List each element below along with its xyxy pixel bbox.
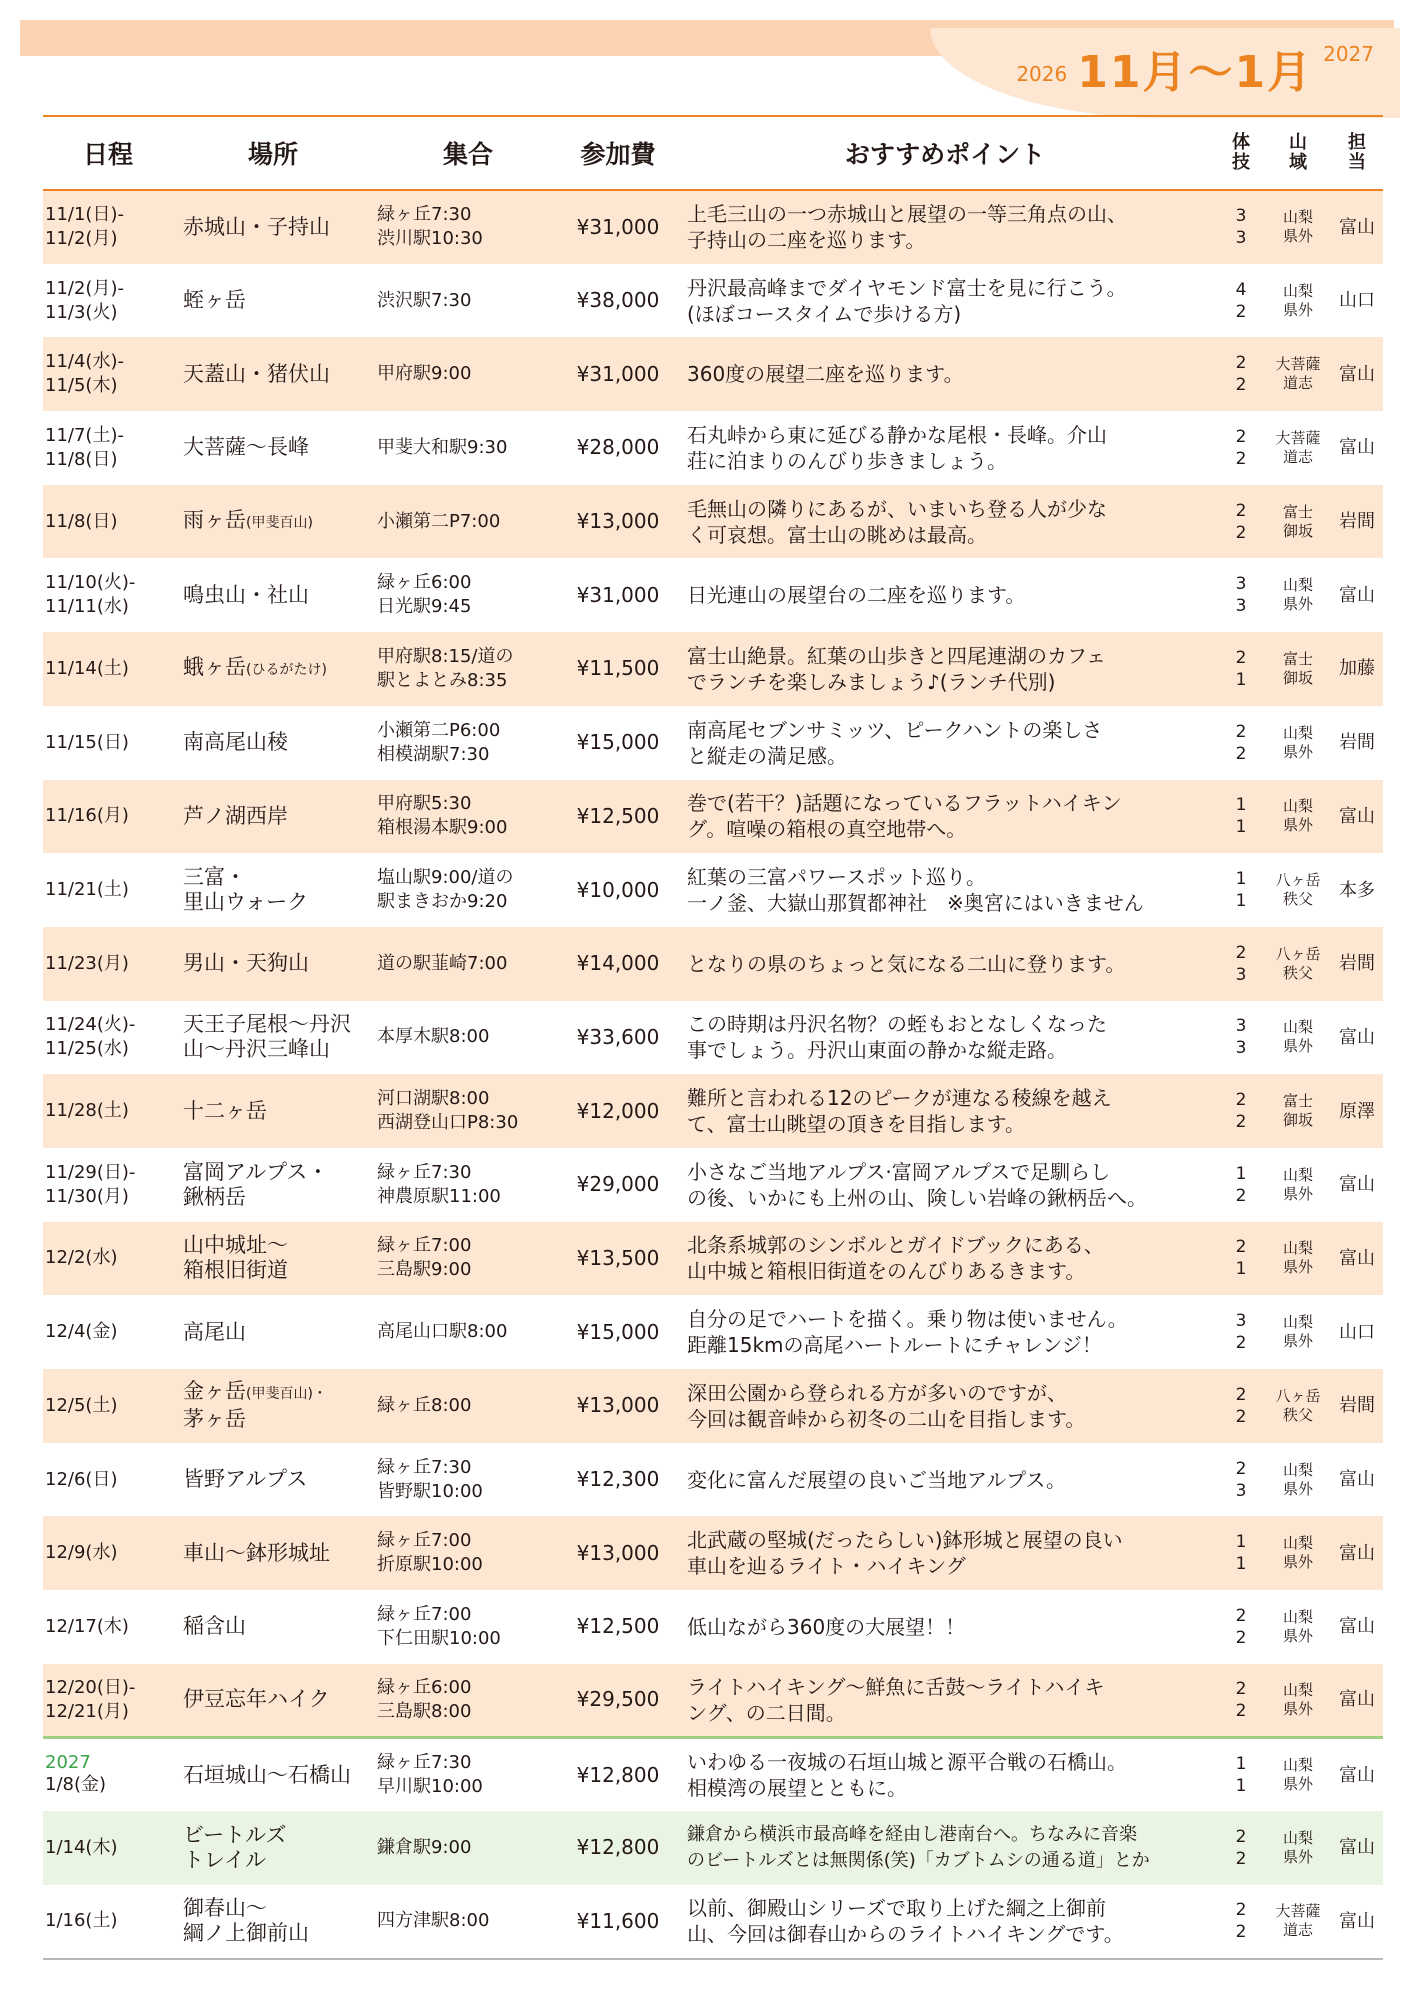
date-text: 1/8(金) (45, 1774, 107, 1796)
cell-fee: ¥11,500 (563, 632, 673, 706)
date-text: 12/9(水) (45, 1542, 118, 1564)
cell-point: となりの県のちょっと気になる二山に登ります。 (673, 927, 1217, 1001)
place-name-2: 茅ヶ岳 (183, 1407, 246, 1432)
cell-place (173, 1001, 373, 1075)
cell-point: 丹沢最高峰までダイヤモンド富士を見に行こう。 (ほぼコースタイムで歩ける方) (687, 275, 1127, 326)
place-name: 御春山～ 綱ノ上御前山 (183, 1896, 309, 1946)
table-row (43, 1074, 1383, 1148)
table-row (43, 780, 1383, 854)
cell-staff: 岩間 (1331, 927, 1383, 1001)
cell-area: 大菩薩 道志 (1275, 428, 1321, 466)
cell-area: 富士 御坂 (1265, 485, 1331, 559)
cell-staff: 原澤 (1331, 1074, 1383, 1148)
cell-fee: ¥31,000 (563, 337, 673, 411)
cell-level: 3 3 (1217, 190, 1265, 264)
place-name: 金ヶ岳 (183, 1379, 246, 1404)
cell-date (43, 1664, 173, 1738)
date-text: 11/1(日)- 11/2(月) (45, 204, 124, 250)
cell-fee: ¥31,000 (563, 190, 673, 264)
cell-meet: 緑ヶ丘7:30 早川駅10:00 (373, 1737, 563, 1811)
cell-point: いわゆる一夜城の石垣山城と源平合戦の石橋山。 相模湾の展望とともに。 (673, 1737, 1217, 1811)
cell-point: 北条系城郭のシンボルとガイドブックにある、 山中城と箱根旧街道をのんびりあるきます。 (673, 1222, 1217, 1296)
cell-point: 自分の足でハートを描く。乗り物は使いません。 距離15kmの高尾ハートルートにチャレンジ！ (687, 1307, 1128, 1358)
cell-meet: 小瀬第二P7:00 (373, 485, 563, 559)
cell-meet: 甲府駅9:00 (373, 337, 563, 411)
cell-point: 難所と言われる12のピークが連なる稜線を越え て、富士山眺望の頂きを目指します。 (673, 1074, 1217, 1148)
cell-area: 八ヶ岳 秩父 (1265, 927, 1331, 1001)
table-row (43, 853, 1383, 927)
cell-fee: ¥10,000 (576, 877, 660, 902)
cell-staff: 富山 (1331, 1516, 1383, 1590)
col-staff (1331, 116, 1383, 190)
col-staff-2: 当 (1348, 152, 1366, 173)
table-row (43, 337, 1383, 411)
cell-level: 2 2 (1217, 1885, 1265, 1959)
cell-area: 山梨 県外 (1265, 1516, 1331, 1590)
cell-level: 2 1 (1217, 1222, 1265, 1296)
col-point: おすすめポイント (673, 116, 1217, 190)
table-row (43, 1443, 1383, 1517)
cell-date (43, 1295, 173, 1369)
table-row (43, 558, 1383, 632)
table-row (43, 927, 1383, 1001)
cell-point: 低山ながら360度の大展望！！ (687, 1614, 966, 1639)
date-text: 11/4(水)- 11/5(木) (45, 351, 124, 397)
date-text: 11/23(月) (45, 952, 129, 974)
cell-level: 2 2 (1217, 485, 1265, 559)
cell-place (173, 1516, 373, 1590)
cell-meet: 緑ヶ丘7:30 渋川駅10:30 (373, 190, 563, 264)
cell-date (43, 1369, 173, 1443)
place-name: 山中城址～ 箱根旧街道 (183, 1233, 288, 1283)
cell-fee: ¥13,500 (563, 1222, 673, 1296)
place-name: 南高尾山稜 (183, 730, 288, 755)
date-text: 1/16(土) (45, 1910, 118, 1932)
cell-point: 富士山絶景。紅葉の山歩きと四尾連湖のカフェ でランチを楽しみましょう♪(ランチ代別) (673, 632, 1217, 706)
cell-level: 1 2 (1235, 1163, 1247, 1206)
cell-area: 富士 御坂 (1265, 632, 1331, 706)
cell-place (173, 1369, 373, 1443)
cell-point: 以前、御殿山シリーズで取り上げた綱之上御前 山、今回は御春山からのライトハイキングです。 (673, 1885, 1217, 1959)
cell-place (173, 1737, 373, 1811)
cell-place (173, 1295, 373, 1369)
table-row (43, 1664, 1383, 1738)
cell-area: 山梨 県外 (1282, 1460, 1313, 1498)
cell-meet: 緑ヶ丘7:00 折原駅10:00 (373, 1516, 563, 1590)
table-row (43, 1222, 1383, 1296)
cell-meet: 緑ヶ丘6:00 三島駅8:00 (373, 1664, 563, 1738)
period-end-year: 2027 (1323, 42, 1374, 66)
table-row (43, 1737, 1383, 1811)
cell-point: 上毛三山の一つ赤城山と展望の一等三角点の山、 子持山の二座を巡ります。 (673, 190, 1217, 264)
date-text: 12/4(金) (45, 1321, 118, 1343)
cell-point: 紅葉の三富パワースポット巡り。 一ノ釜、大嶽山那賀都神社 ※奥宮にはいきません (687, 865, 1144, 916)
place-name: 蛭ヶ岳 (183, 288, 246, 313)
cell-fee: ¥11,600 (563, 1885, 673, 1959)
place-name: 天蓋山・猪伏山 (183, 361, 330, 386)
cell-area: 山梨 県外 (1265, 780, 1331, 854)
cell-fee: ¥14,000 (563, 927, 673, 1001)
col-date: 日程 (43, 116, 173, 190)
date-text: 11/7(土)- 11/8(日) (45, 424, 124, 470)
period-title (1016, 36, 1374, 100)
cell-point: 鎌倉から横浜市最高峰を経由し港南台へ。ちなみに音楽 のビートルズとは無関係(笑)「カブトムシの通る道」とか (673, 1811, 1217, 1885)
date-text: 11/14(土) (45, 657, 129, 679)
place-name: 鳴虫山・社山 (183, 582, 309, 607)
cell-point: ライトハイキング～鮮魚に舌鼓～ライトハイキ ング、の二日間。 (673, 1664, 1217, 1738)
cell-point: 石丸峠から東に延びる静かな尾根・長峰。介山 荘に泊まりのんびり歩きましょう。 (687, 422, 1107, 473)
table-row (43, 190, 1383, 264)
place-name: 石垣城山～石橋山 (183, 1762, 351, 1787)
place-name: 高尾山 (183, 1319, 246, 1344)
cell-fee: ¥29,000 (576, 1172, 660, 1197)
cell-meet: 渋沢駅7:30 (377, 289, 472, 311)
col-fee: 参加費 (563, 116, 673, 190)
cell-level: 3 3 (1235, 574, 1247, 617)
table-header (43, 116, 1383, 190)
cell-level: 3 2 (1235, 1311, 1247, 1354)
cell-place (173, 1885, 373, 1959)
place-name: 伊豆忘年ハイク (183, 1687, 330, 1712)
place-name: 大菩薩～長峰 (183, 435, 309, 460)
cell-date (43, 190, 173, 264)
cell-meet: 緑ヶ丘7:30 神農原駅11:00 (377, 1161, 501, 1207)
cell-level: 4 2 (1235, 279, 1247, 322)
cell-staff: 岩間 (1331, 485, 1383, 559)
place-name: 赤城山・子持山 (183, 214, 330, 239)
cell-staff: 富山 (1339, 437, 1375, 459)
place-name: 雨ヶ岳 (183, 507, 246, 532)
table-row (43, 1001, 1383, 1075)
table-row (43, 1148, 1383, 1222)
place-note: (甲斐百山)・ (246, 1386, 327, 1403)
cell-fee: ¥15,000 (576, 730, 660, 755)
cell-date (43, 927, 173, 1001)
cell-place (173, 337, 373, 411)
cell-level: 2 2 (1235, 1605, 1247, 1648)
date-text: 11/28(土) (45, 1100, 129, 1122)
cell-staff: 富山 (1339, 1616, 1375, 1638)
table-row (43, 1369, 1383, 1443)
date-text: 12/5(土) (45, 1394, 118, 1416)
date-text: 11/16(月) (45, 805, 129, 827)
cell-staff: 加藤 (1331, 632, 1383, 706)
cell-point: 360度の展望二座を巡ります。 (673, 337, 1217, 411)
cell-meet: 道の駅韮崎7:00 (373, 927, 563, 1001)
cell-place (173, 1811, 373, 1885)
cell-meet: 四方津駅8:00 (373, 1885, 563, 1959)
place-name: 蛾ヶ岳 (183, 654, 246, 679)
col-meet: 集合 (373, 116, 563, 190)
cell-level: 2 2 (1235, 426, 1247, 469)
cell-staff: 富山 (1339, 584, 1375, 606)
cell-fee: ¥38,000 (576, 288, 660, 313)
cell-place (173, 485, 373, 559)
cell-place (173, 264, 373, 338)
cell-place (173, 1074, 373, 1148)
cell-place (173, 1443, 373, 1517)
place-name: 天王子尾根～丹沢 山～丹沢三峰山 (183, 1012, 351, 1062)
cell-staff: 富山 (1339, 1026, 1375, 1048)
cell-level: 1 1 (1217, 1737, 1265, 1811)
cell-place (173, 190, 373, 264)
cell-fee: ¥13,000 (563, 1516, 673, 1590)
date-text: 11/21(土) (45, 879, 129, 901)
cell-place (173, 411, 373, 485)
cell-date (43, 1590, 173, 1664)
cell-meet: 緑ヶ丘7:30 皆野駅10:00 (377, 1456, 483, 1502)
cell-level: 3 3 (1235, 1016, 1247, 1059)
cell-area: 山梨 県外 (1282, 1313, 1313, 1351)
cell-fee: ¥13,000 (563, 485, 673, 559)
cell-date (43, 1885, 173, 1959)
table-row (43, 1516, 1383, 1590)
col-place: 場所 (173, 116, 373, 190)
cell-date (43, 706, 173, 780)
place-note: (ひるがたけ) (246, 661, 327, 678)
cell-fee: ¥12,800 (563, 1737, 673, 1811)
cell-staff: 富山 (1339, 1174, 1375, 1196)
table-row (43, 1295, 1383, 1369)
cell-fee: ¥29,500 (563, 1664, 673, 1738)
cell-meet: 小瀬第二P6:00 相模湖駅7:30 (377, 719, 501, 765)
cell-level: 2 2 (1217, 1369, 1265, 1443)
cell-staff: 富山 (1331, 337, 1383, 411)
cell-date (43, 1516, 173, 1590)
date-text: 12/20(日)- 12/21(月) (45, 1676, 136, 1722)
place-name: 男山・天狗山 (183, 951, 309, 976)
cell-meet: 緑ヶ丘8:00 (373, 1369, 563, 1443)
cell-date (43, 853, 173, 927)
date-text: 11/8(日) (45, 510, 118, 532)
date-text: 11/29(日)- 11/30(月) (45, 1161, 136, 1207)
place-name: 稲含山 (183, 1614, 246, 1639)
cell-date (43, 485, 173, 559)
cell-meet: 緑ヶ丘6:00 日光駅9:45 (377, 572, 472, 618)
table-row (43, 1811, 1383, 1885)
cell-date (43, 1001, 173, 1075)
cell-staff: 富山 (1331, 1737, 1383, 1811)
cell-point: 深田公園から登られる方が多いのですが、 今回は観音峠から初冬の二山を目指します。 (673, 1369, 1217, 1443)
col-area-1: 山 (1289, 132, 1307, 153)
cell-meet: 緑ヶ丘7:00 三島駅9:00 (373, 1222, 563, 1296)
table-row (43, 1590, 1383, 1664)
cell-date (43, 1222, 173, 1296)
cell-date (43, 1737, 173, 1811)
cell-staff: 富山 (1331, 1222, 1383, 1296)
place-name: ビートルズ トレイル (183, 1822, 287, 1872)
cell-date (43, 411, 173, 485)
cell-place (173, 927, 373, 1001)
cell-fee: ¥28,000 (576, 435, 660, 460)
cell-area: 山梨 県外 (1265, 1222, 1331, 1296)
cell-place (173, 1664, 373, 1738)
table-row (43, 485, 1383, 559)
cell-area: 八ヶ岳 秩父 (1265, 1369, 1331, 1443)
col-level (1217, 116, 1265, 190)
cell-fee: ¥12,500 (576, 1614, 660, 1639)
place-name: 皆野アルプス (183, 1467, 308, 1492)
date-text: 12/6(日) (45, 1468, 118, 1490)
cell-meet: 高尾山口駅8:00 (377, 1321, 508, 1343)
cell-point: 小さなご当地アルプス·富岡アルプスで足馴らし の後、いかにも上州の山、険しい岩峰の鍬柄岳へ。 (687, 1159, 1147, 1210)
cell-staff: 富山 (1331, 190, 1383, 264)
cell-place (173, 558, 373, 632)
cell-date (43, 780, 173, 854)
cell-fee: ¥12,000 (563, 1074, 673, 1148)
cell-date (43, 1148, 173, 1222)
year-note: 2027 (45, 1752, 91, 1774)
table-row (43, 1885, 1383, 1959)
cell-area: 八ヶ岳 秩父 (1275, 871, 1321, 909)
place-name: 芦ノ湖西岸 (183, 803, 288, 828)
cell-place (173, 706, 373, 780)
table-row (43, 706, 1383, 780)
cell-area: 大菩薩 道志 (1265, 1885, 1331, 1959)
cell-staff: 山口 (1339, 290, 1375, 312)
cell-meet: 河口湖駅8:00 西湖登山口P8:30 (373, 1074, 563, 1148)
cell-place (173, 632, 373, 706)
cell-date (43, 337, 173, 411)
col-area (1265, 116, 1331, 190)
cell-area: 山梨 県外 (1282, 281, 1313, 319)
date-text: 12/2(水) (45, 1247, 118, 1269)
cell-staff: 山口 (1339, 1321, 1375, 1343)
place-name: 富岡アルプス・ 鍬柄岳 (183, 1159, 329, 1209)
cell-place (173, 1590, 373, 1664)
cell-staff: 富山 (1331, 1811, 1383, 1885)
schedule-table (43, 115, 1383, 1960)
cell-meet: 本厚木駅8:00 (377, 1026, 490, 1048)
cell-meet: 甲府駅8:15/道の 駅とよとみ8:35 (373, 632, 563, 706)
cell-level: 2 2 (1217, 1664, 1265, 1738)
col-level-1: 体 (1232, 132, 1250, 153)
cell-fee: ¥31,000 (576, 582, 660, 607)
cell-date (43, 1443, 173, 1517)
cell-staff: 岩間 (1331, 1369, 1383, 1443)
cell-area: 山梨 県外 (1265, 1664, 1331, 1738)
cell-date (43, 264, 173, 338)
cell-area: 山梨 県外 (1282, 1165, 1313, 1203)
col-area-2: 域 (1289, 152, 1307, 173)
cell-meet: 塩山駅9:00/道の 駅まきおか9:20 (377, 867, 514, 913)
cell-staff: 富山 (1331, 1664, 1383, 1738)
cell-date (43, 1074, 173, 1148)
date-text: 1/14(木) (45, 1836, 118, 1858)
date-text: 11/2(月)- 11/3(火) (45, 277, 124, 323)
cell-meet: 甲府駅5:30 箱根湯本駅9:00 (373, 780, 563, 854)
cell-staff: 富山 (1339, 1469, 1375, 1491)
cell-level: 2 1 (1217, 632, 1265, 706)
cell-area: 山梨 県外 (1265, 190, 1331, 264)
cell-fee: ¥12,500 (563, 780, 673, 854)
cell-date (43, 632, 173, 706)
period-range: 11月～1月 (1077, 47, 1314, 98)
cell-level: 2 2 (1217, 1811, 1265, 1885)
cell-meet: 緑ヶ丘7:00 下仁田駅10:00 (377, 1603, 501, 1649)
table-row (43, 632, 1383, 706)
cell-place (173, 1148, 373, 1222)
cell-area: 山梨 県外 (1282, 1018, 1313, 1056)
cell-point: この時期は丹沢名物？の蛭もおとなしくなった 事でしょう。丹沢山東面の静かな縦走路。 (687, 1012, 1107, 1063)
cell-level: 2 3 (1217, 927, 1265, 1001)
date-text: 11/10(火)- 11/11(水) (45, 572, 136, 618)
cell-area: 山梨 県外 (1265, 1737, 1331, 1811)
cell-level: 2 2 (1235, 721, 1247, 764)
col-staff-1: 担 (1348, 132, 1366, 153)
cell-level: 2 2 (1217, 1074, 1265, 1148)
place-name: 十二ヶ岳 (183, 1098, 267, 1123)
cell-fee: ¥12,300 (576, 1467, 660, 1492)
cell-date (43, 558, 173, 632)
date-text: 12/17(木) (45, 1615, 129, 1637)
date-text: 11/24(火)- 11/25(水) (45, 1014, 136, 1060)
cell-level: 1 1 (1217, 780, 1265, 854)
place-name: 車山～鉢形城址 (183, 1540, 330, 1565)
cell-area: 山梨 県外 (1265, 1811, 1331, 1885)
cell-level: 2 2 (1217, 337, 1265, 411)
cell-area: 富士 御坂 (1265, 1074, 1331, 1148)
cell-meet: 甲斐大和駅9:30 (377, 436, 508, 458)
place-name: 三富・ 里山ウォーク (183, 865, 309, 915)
cell-meet: 鎌倉駅9:00 (373, 1811, 563, 1885)
cell-area: 大菩薩 道志 (1265, 337, 1331, 411)
cell-place (173, 853, 373, 927)
cell-level: 1 1 (1235, 869, 1247, 912)
cell-area: 山梨 県外 (1282, 723, 1313, 761)
cell-staff: 本多 (1339, 879, 1375, 901)
cell-level: 1 1 (1217, 1516, 1265, 1590)
cell-place (173, 780, 373, 854)
cell-staff: 富山 (1331, 780, 1383, 854)
cell-point: 北武蔵の堅城(だったらしい)鉢形城と展望の良い 車山を辿るライト・ハイキング (673, 1516, 1217, 1590)
cell-date (43, 1811, 173, 1885)
cell-point: 日光連山の展望台の二座を巡ります。 (687, 583, 1026, 608)
cell-point: 南高尾セブンサミッツ、ピークハントの楽しさ と縦走の満足感。 (687, 717, 1103, 768)
cell-fee: ¥33,600 (576, 1024, 660, 1049)
cell-level: 2 3 (1235, 1458, 1247, 1501)
cell-staff: 岩間 (1339, 732, 1375, 754)
col-level-2: 技 (1232, 152, 1250, 173)
table-row (43, 411, 1383, 485)
cell-fee: ¥12,800 (563, 1811, 673, 1885)
cell-place (173, 1222, 373, 1296)
cell-point: 毛無山の隣りにあるが、いまいち登る人が少な く可哀想。富士山の眺めは最高。 (673, 485, 1217, 559)
date-text: 11/15(日) (45, 731, 129, 753)
cell-point: 巻で(若干？)話題になっているフラットハイキン グ。喧噪の箱根の真空地帯へ。 (673, 780, 1217, 854)
cell-point: 変化に富んだ展望の良いご当地アルプス。 (687, 1467, 1066, 1492)
period-start-year: 2026 (1016, 62, 1068, 86)
cell-area: 山梨 県外 (1282, 576, 1313, 614)
cell-fee: ¥15,000 (576, 1319, 660, 1344)
place-note: (甲斐百山) (246, 514, 313, 531)
table-row (43, 264, 1383, 338)
cell-staff: 富山 (1331, 1885, 1383, 1959)
cell-fee: ¥13,000 (563, 1369, 673, 1443)
cell-area: 山梨 県外 (1282, 1607, 1313, 1645)
